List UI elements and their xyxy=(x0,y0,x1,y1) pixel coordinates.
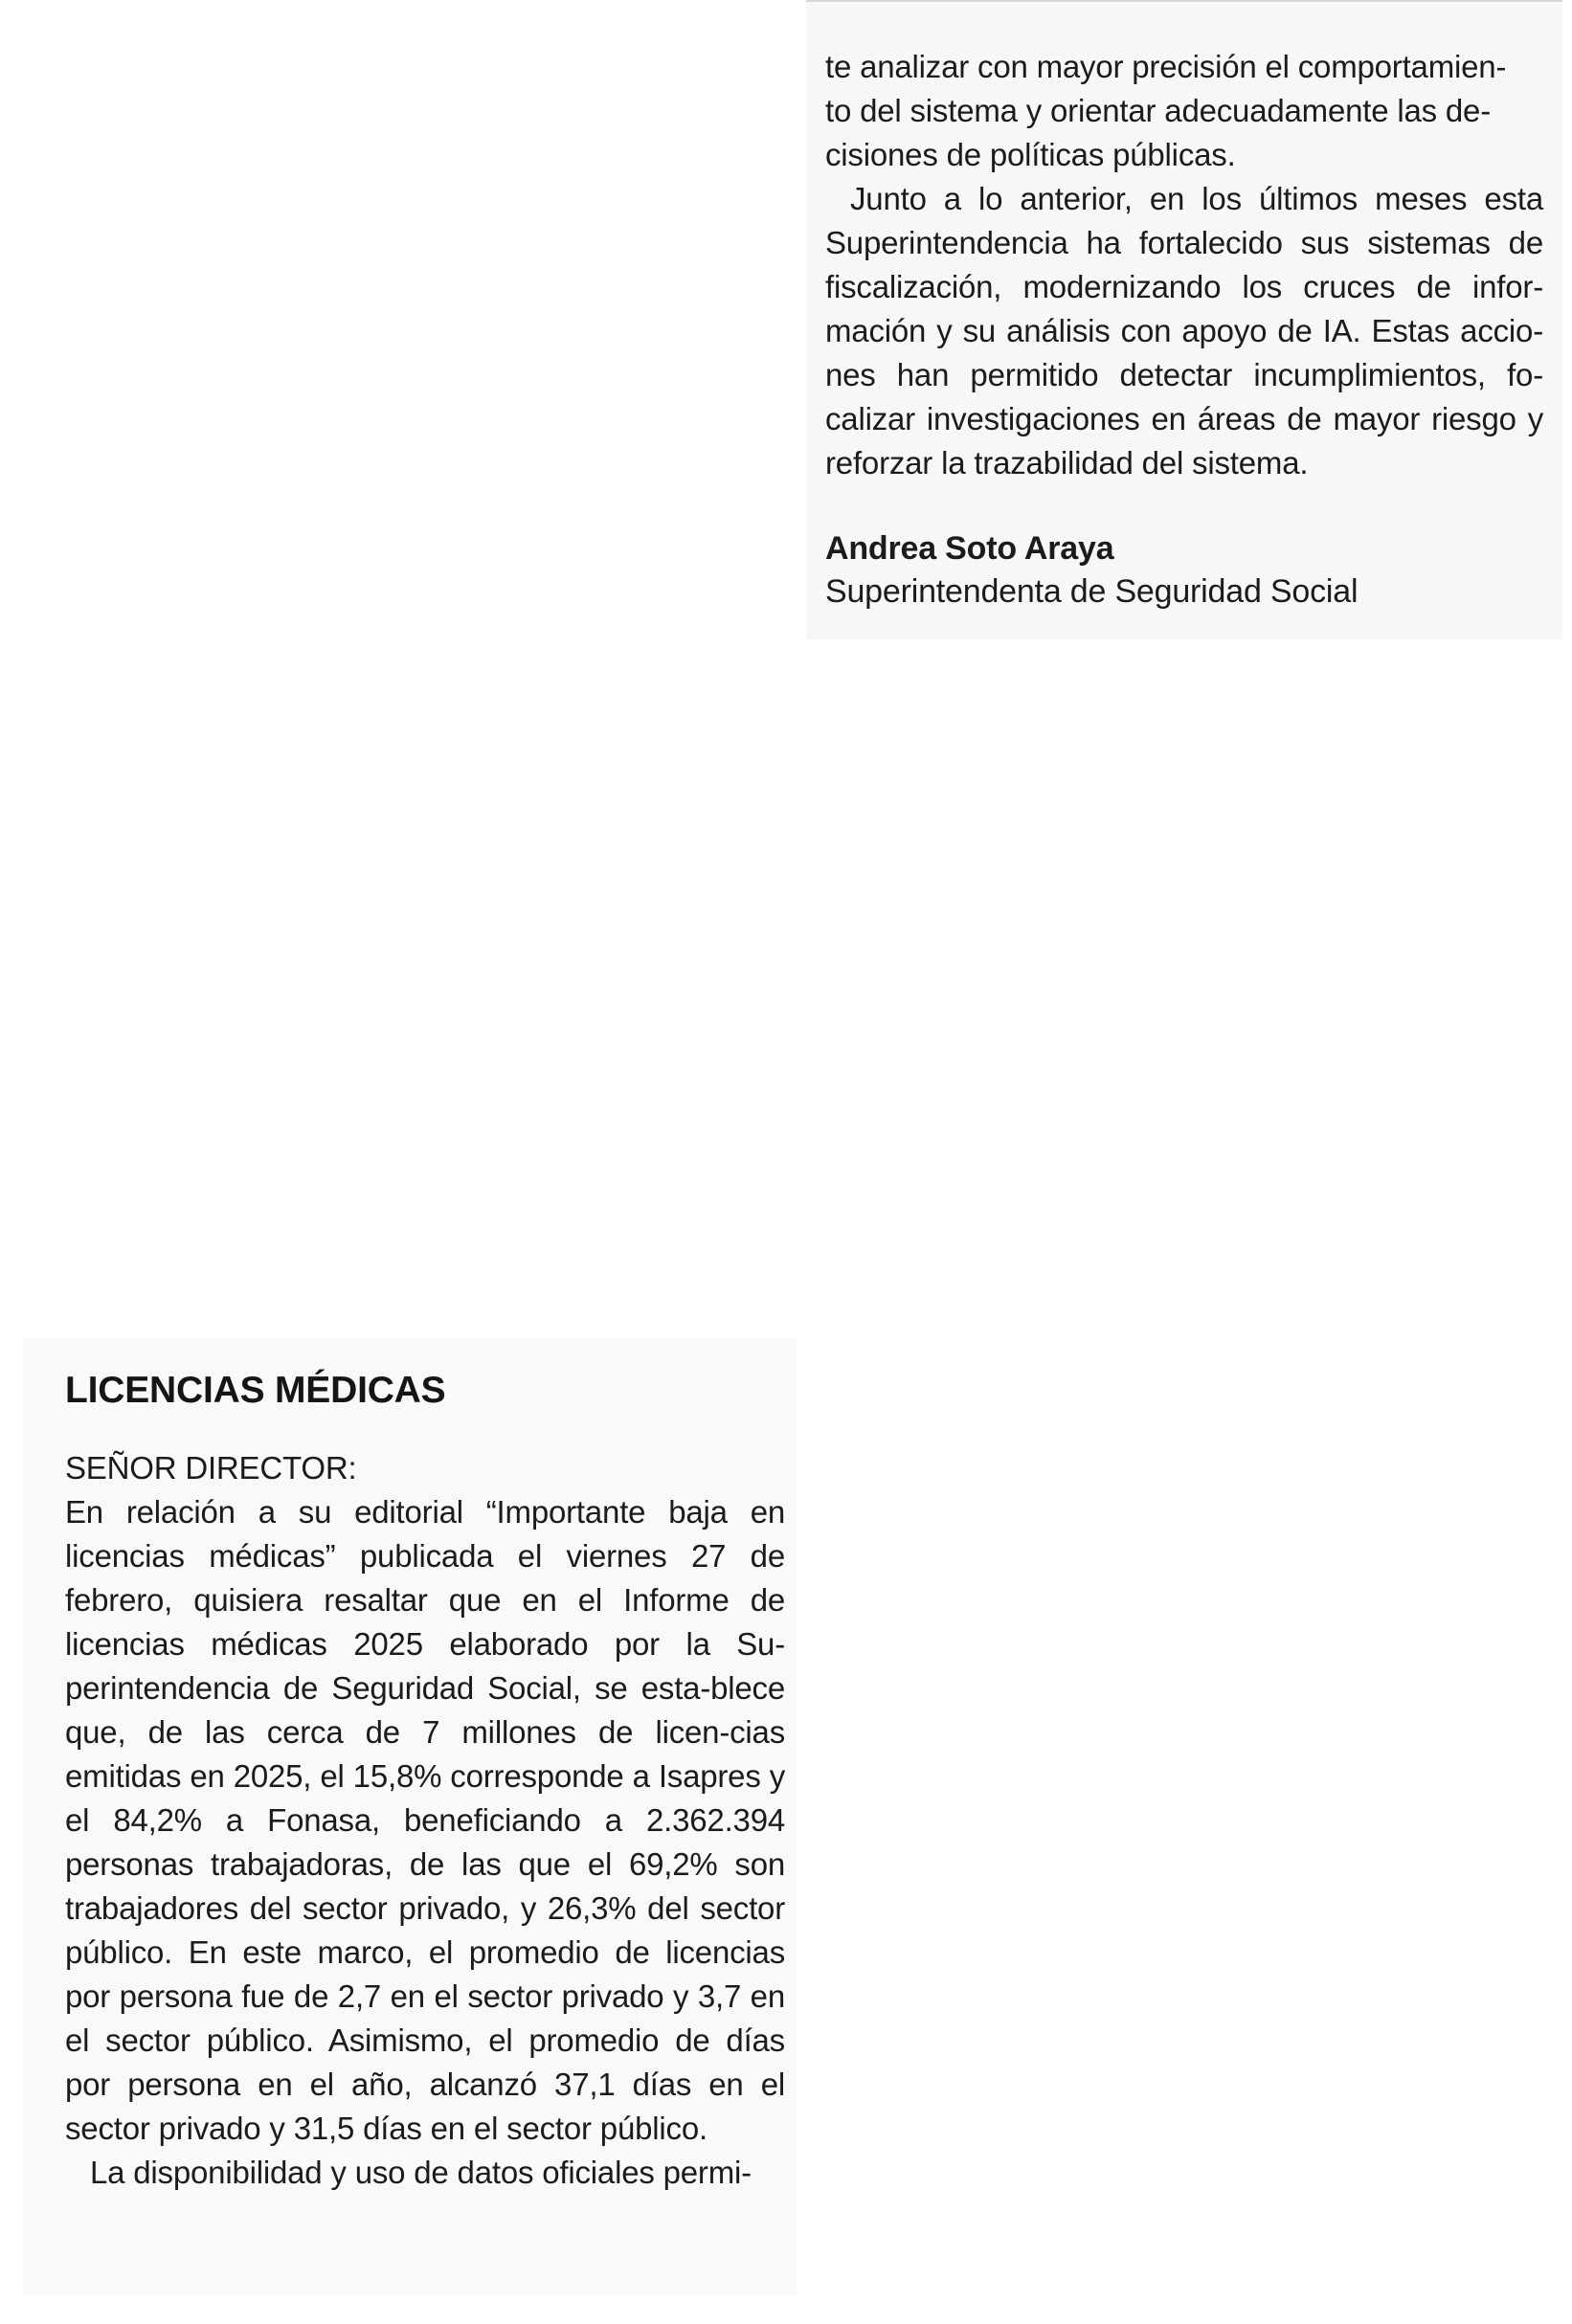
letter-headline: LICENCIAS MÉDICAS xyxy=(65,1370,446,1411)
body-paragraph: Junto a lo anterior, en los últimos meses esta Superintendencia ha fortalecido sus sistemas de fiscalización, modernizando los cruces de infor-mación y su análisis con apoyo de IA. Estas accio-nes han permitido detectar incumplimientos, fo-calizar investigaciones en áreas de mayor riesgo y reforzar la trazabilidad del sistema. xyxy=(825,181,1543,480)
letter-continuation-column xyxy=(806,0,1562,639)
letter-column xyxy=(23,1338,797,2295)
author-role: Superintendenta de Seguridad Social xyxy=(825,573,1359,610)
body-paragraph-start: La disponibilidad y uso de datos oficiales permi- xyxy=(90,2155,752,2190)
author-name: Andrea Soto Araya xyxy=(825,530,1114,567)
continuation-text: te analizar con mayor precisión el comportamien- to del sistema y orientar adecuadamente las de- cisiones de políticas públicas. xyxy=(825,49,1507,172)
body-paragraph: En relación a su editorial “Importante baja en licencias médicas” publicada el viernes 27 de febrero, quisiera resaltar que en el Informe de licencias médicas 2025 elaborado por la Su-perintendencia de Seguridad Social, se esta-blece que, de las cerca de 7 millones de licen-cias emitidas en 2025, el 15,8% corresponde a Isapres y el 84,2% a Fonasa, beneficiando a 2.362.394 personas trabajadoras, de las que el 69,2% son trabajadores del sector privado, y 26,3% del sector público. En este marco, el promedio de licencias por persona fue de 2,7 en el sector privado y 3,7 en el sector público. Asimismo, el promedio de días por persona en el año, alcanzó 37,1 días en el sector privado y 31,5 días en el sector público. xyxy=(65,1494,785,2146)
salutation: SEÑOR DIRECTOR: xyxy=(65,1450,357,1486)
